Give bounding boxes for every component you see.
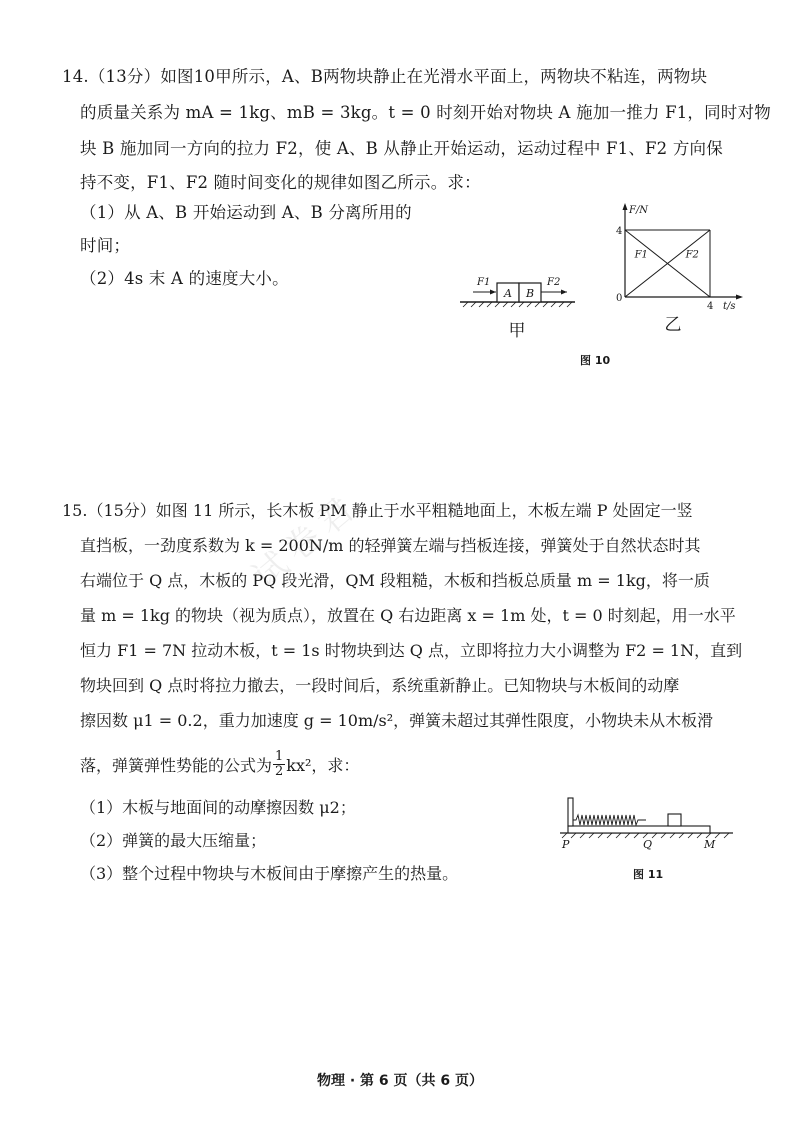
jia-ground-hatch: [463, 302, 572, 307]
long-board: [568, 826, 710, 833]
x-tick-4: 4: [707, 301, 714, 312]
figure-11: [558, 790, 738, 855]
fraction-denominator: 2: [275, 764, 284, 779]
p15-line-8-before: 落，弹簧弹性势能的公式为: [80, 756, 273, 775]
p14-question-1: （1）从 A、B 开始运动到 A、B 分离所用的: [80, 203, 412, 222]
block-a-label: A: [504, 287, 512, 300]
f2-arrowhead: [561, 290, 567, 295]
label-q: Q: [643, 838, 653, 851]
figure-jia: [455, 272, 585, 342]
fraction-one-half: [273, 750, 285, 779]
p15-line-5: 恒力 F1 = 7N 拉动木板，t = 1s 时物块到达 Q 点，立即将拉力大小调整为 F2 = 1N，直到: [80, 641, 743, 660]
p15-line-6: 物块回到 Q 点时将拉力撤去，一段时间后，系统重新静止。已知物块与木板间的动摩: [80, 676, 680, 695]
p14-line-1: 14.（13分）如图10甲所示，A、B两物块静止在光滑水平面上，两物块不粘连，两物块: [62, 67, 708, 86]
p14-line-4: 持不变，F1、F2 随时间变化的规律如图乙所示。求：: [80, 173, 481, 192]
f1-label: F1: [477, 277, 491, 288]
x-axis-arrowhead: [736, 295, 743, 300]
p14-line-3: 块 B 施加同一方向的拉力 F2，使 A、B 从静止开始运动，运动过程中 F1、F2 方向保: [80, 139, 723, 158]
series-label-f2: F2: [685, 249, 699, 261]
fraction-numerator: 1: [275, 749, 284, 764]
label-p: P: [562, 838, 570, 851]
figure-yi-chart: [605, 200, 745, 350]
label-m: M: [704, 838, 716, 851]
p15-line-4: 量 m = 1kg 的物块（视为质点），放置在 Q 右边距离 x = 1m 处，t = 0 时刻起，用一水平: [80, 606, 736, 625]
page-footer: 物理 · 第 6 页（共 6 页）: [316, 1073, 484, 1089]
figure-11-caption: 图 11: [633, 868, 664, 881]
y-axis-label: F/N: [629, 205, 649, 216]
small-block: [668, 814, 681, 826]
p14-question-1-cont: 时间；: [80, 236, 131, 255]
baffle: [568, 798, 573, 826]
y-axis-arrowhead: [623, 203, 628, 210]
p15-line-2: 直挡板，一劲度系数为 k = 200N/m 的轻弹簧左端与挡板连接，弹簧处于自然状态时其: [80, 536, 701, 555]
p14-question-2: （2）4s 末 A 的速度大小。: [80, 269, 289, 288]
block-b-label: B: [525, 287, 535, 300]
p15-question-1: （1）木板与地面间的动摩擦因数 μ2；: [80, 798, 356, 817]
p15-question-2: （2）弹簧的最大压缩量；: [80, 831, 267, 850]
p15-line-8-after: kx²，求：: [286, 756, 360, 775]
p15-line-7: 擦因数 μ1 = 0.2，重力加速度 g = 10m/s²，弹簧未超过其弹性限度，小物块未从木板滑: [80, 711, 714, 730]
p15-question-3: （3）整个过程中物块与木板间由于摩擦产生的热量。: [80, 864, 459, 883]
y-tick-4: 4: [616, 226, 623, 237]
p14-line-2: 的质量关系为 mA = 1kg、mB = 3kg。t = 0 时刻开始对物块 A 施加一推力 F1，同时对物: [80, 103, 771, 122]
p15-line-8: [80, 749, 360, 781]
series-label-f1: F1: [634, 249, 648, 261]
p15-line-1: 15.（15分）如图 11 所示，长木板 PM 静止于水平粗糙地面上，木板左端 P 处固定一竖: [62, 501, 693, 520]
watermark: 试卷君: [245, 485, 368, 597]
figure-jia-caption: 甲: [508, 321, 526, 341]
figure-yi-caption: 乙: [664, 315, 682, 335]
x-axis-label: t/s: [723, 301, 736, 312]
spring: [573, 815, 646, 825]
f1-arrowhead: [490, 290, 496, 295]
f2-label: F2: [547, 277, 561, 288]
origin-label: 0: [616, 293, 623, 304]
figure-10-caption: 图 10: [580, 354, 611, 367]
p15-line-3: 右端位于 Q 点，木板的 PQ 段光滑，QM 段粗糙，木板和挡板总质量 m = 1kg，将一质: [80, 571, 710, 590]
